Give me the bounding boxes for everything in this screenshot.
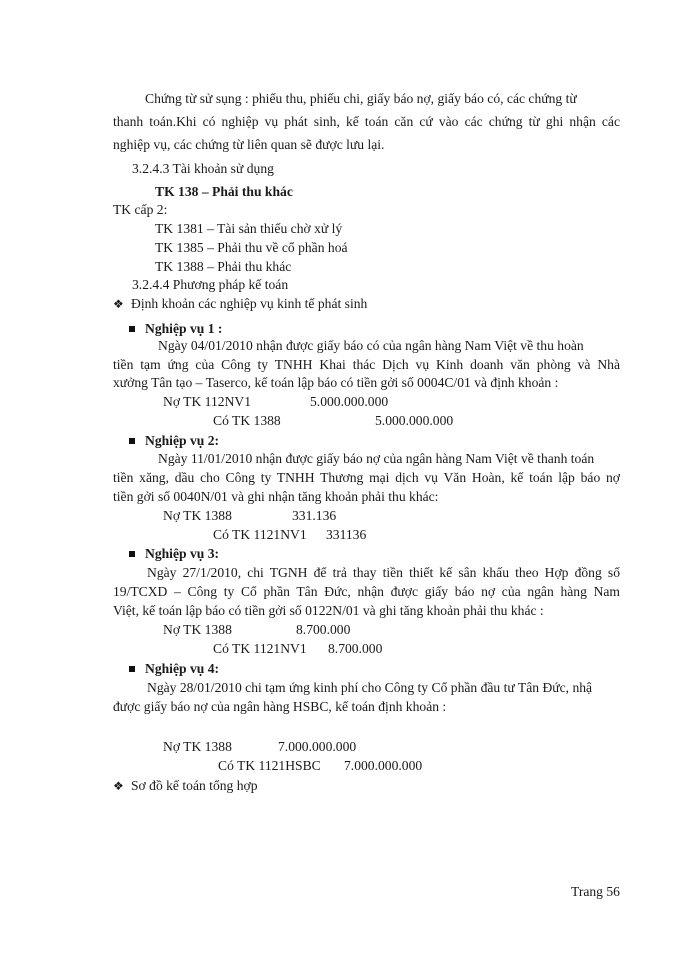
credit-amount: 331136 xyxy=(326,527,367,542)
debit-entry: Nợ TK 112NV1 xyxy=(163,394,251,409)
paragraph-line: nghiệp vụ, các chứng từ liên quan sẽ được lưu lại. xyxy=(113,137,385,152)
paragraph-line: được giấy báo nợ của ngân hàng HSBC, kế toán định khoản : xyxy=(113,699,447,714)
paragraph-line: tiền gởi số 0040N/01 và ghi nhận tăng khoản phải thu khác: xyxy=(113,489,439,504)
paragraph-line: tiền xăng, dầu cho Công ty TNHH Thương mại dịch vụ Văn Hoàn, kế toán lập báo nợ xyxy=(113,470,620,485)
credit-entry: Có TK 1121HSBC xyxy=(218,758,321,773)
section-heading-3243: 3.2.4.3 Tài khoản sử dụng xyxy=(132,161,274,176)
square-bullet-icon xyxy=(129,551,135,557)
diamond-bullet-item xyxy=(113,295,367,313)
bullet-text: Định khoản các nghiệp vụ kinh tế phát sinh xyxy=(131,296,368,311)
diamond-bullet-item xyxy=(113,777,258,795)
square-bullet-icon xyxy=(129,326,135,332)
tk-cap2-label: TK cấp 2: xyxy=(113,202,168,217)
account-item-1381: TK 1381 – Tài sản thiếu chờ xử lý xyxy=(155,221,343,236)
transaction-title: Nghiệp vụ 1 : xyxy=(145,321,223,336)
account-item-1388: TK 1388 – Phải thu khác xyxy=(155,259,292,274)
debit-amount: 331.136 xyxy=(292,508,337,523)
credit-amount: 7.000.000.000 xyxy=(344,758,423,773)
section-heading-3244: 3.2.4.4 Phương pháp kế toán xyxy=(132,277,289,292)
paragraph-line: Việt, kế toán lập báo có tiền gởi số 0122N/01 và ghi tăng khoản phải thu khác : xyxy=(113,603,544,618)
debit-amount: 7.000.000.000 xyxy=(278,739,357,754)
paragraph-line: 19/TCXD – Công ty Cổ phần Tân Đức, nhận được giấy báo nợ của ngân hàng Nam xyxy=(113,584,620,599)
debit-amount: 8.700.000 xyxy=(296,622,351,637)
transaction-heading-4 xyxy=(129,660,219,678)
square-bullet-icon xyxy=(129,438,135,444)
credit-entry: Có TK 1388 xyxy=(213,413,281,428)
paragraph-line: Ngày 27/1/2010, chi TGNH để trả thay tiền thiết kế sân khấu theo Hợp đồng số xyxy=(147,565,620,580)
paragraph-line: Ngày 28/01/2010 chi tạm ứng kinh phí cho Công ty Cổ phần đầu tư Tân Đức, nhậ xyxy=(147,680,593,695)
paragraph-line: tiền tạm ứng của Công ty TNHH Khai thác Dịch vụ Kinh doanh văn phòng và Nhà xyxy=(113,357,620,372)
credit-amount: 5.000.000.000 xyxy=(375,413,454,428)
square-bullet-icon xyxy=(129,666,135,672)
paragraph-line: xưởng Tân tạo – Taserco, kế toán lập báo có tiền gởi số 0004C/01 và định khoản : xyxy=(113,375,559,390)
credit-entry: Có TK 1121NV1 xyxy=(213,527,307,542)
debit-entry: Nợ TK 1388 xyxy=(163,739,232,754)
paragraph-line: Chứng từ sử sụng : phiếu thu, phiếu chi, giấy báo nợ, giấy báo có, các chứng từ xyxy=(145,91,577,106)
page-number: Trang 56 xyxy=(571,884,620,899)
paragraph-line: Ngày 04/01/2010 nhận được giấy báo có của ngân hàng Nam Việt về thu hoàn xyxy=(158,338,584,353)
debit-entry: Nợ TK 1388 xyxy=(163,622,232,637)
account-title-tk138: TK 138 – Phải thu khác xyxy=(155,184,293,199)
paragraph-line: thanh toán.Khi có nghiệp vụ phát sinh, kế toán căn cứ vào các chứng từ ghi nhận các xyxy=(113,114,620,129)
account-item-1385: TK 1385 – Phải thu về cổ phần hoá xyxy=(155,240,348,255)
credit-entry: Có TK 1121NV1 xyxy=(213,641,307,656)
debit-entry: Nợ TK 1388 xyxy=(163,508,232,523)
diamond-bullet-icon: ❖ xyxy=(113,297,124,311)
transaction-heading-3 xyxy=(129,545,219,563)
diamond-bullet-icon: ❖ xyxy=(113,779,124,793)
transaction-title: Nghiệp vụ 4: xyxy=(145,661,220,676)
paragraph-line: Ngày 11/01/2010 nhận được giấy báo nợ của ngân hàng Nam Việt về thanh toán xyxy=(158,451,595,466)
debit-amount: 5.000.000.000 xyxy=(310,394,389,409)
transaction-title: Nghiệp vụ 3: xyxy=(145,546,220,561)
transaction-heading-1 xyxy=(129,320,222,338)
credit-amount: 8.700.000 xyxy=(328,641,383,656)
transaction-heading-2 xyxy=(129,432,219,450)
transaction-title: Nghiệp vụ 2: xyxy=(145,433,220,448)
bullet-text: Sơ đồ kế toán tổng hợp xyxy=(131,778,258,793)
